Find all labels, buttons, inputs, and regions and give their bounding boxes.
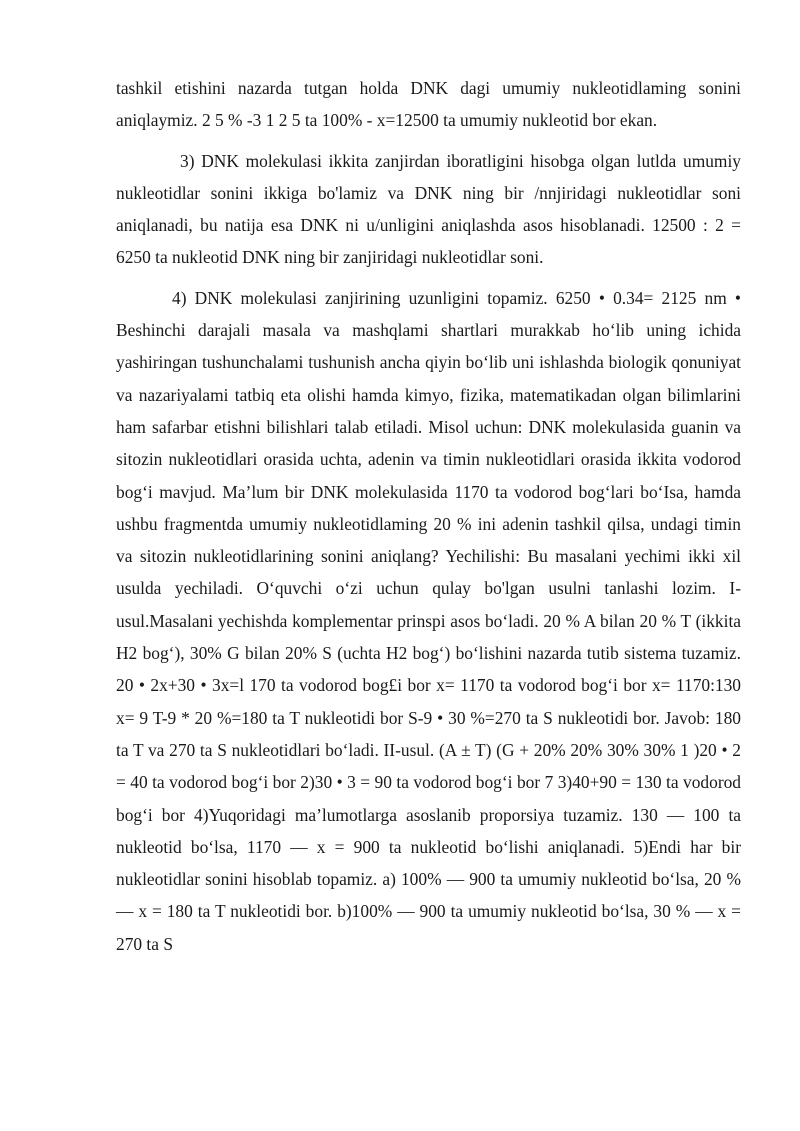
paragraph-3: 4) DNK molekulasi zanjirining uzunligini topamiz. 6250 • 0.34= 2125 nm • Beshinchi darajali masala va mashqlami shartlari murakkab ho‘lib uning ichida yashiringan tushunchalami tushunish ancha qiyin bo‘lib uni ishlashda biologik qonuniyat va nazariyalami tatbiq eta olishi hamda kimyo, fizika, matematikadan olgan bilimlarini ham safarbar etishni bilishlari talab etiladi. Misol uchun: DNK molekulasida guanin va sitozin nukleotidlari orasida uchta, adenin va timin nukleotidlari orasida ikkita vodorod bog‘i mavjud. Ma’lum bir DNK molekulasida 1170 ta vodorod bog‘lari bo‘Isa, hamda ushbu fragmentda umumiy nukleotidlaming 20 % ini adenin tashkil qilsa, undagi timin va sitozin nukleotidlarining sonini aniqlang? Yechilishi: Bu masalani yechimi ikki xil usulda yechiladi. O‘quvchi o‘zi uchun qulay bo'lgan usulni tanlashi lozim. I-usul.Masalani yechishda komplementar prinspi asos bo‘ladi. 20 % A bilan 20 % T (ikkita H2 bog‘), 30% G bilan 20% S (uchta H2 bog‘) bo‘lishini nazarda tutib sistema tuzamiz. 20 • 2x+30 • 3x=l 170 ta vodorod bog£i bor x= 1170 ta vodorod bog‘i bor x= 1170:130 x= 9 T-9 * 20 %=180 ta T nukleotidi bor S-9 • 30 %=270 ta S nukleotidi bor. Javob: 180 ta T va 270 ta S nukleotidlari bo‘ladi. II-usul. (A ± T) (G + 20% 20% 30% 30% 1 )20 • 2 = 40 ta vodorod bog‘i bor 2)30 • 3 = 90 ta vodorod bog‘i bor 7 3)40+90 = 130 ta vodorod bog‘i bor 4)Yuqoridagi ma’lumotlarga asoslanib proporsiya tuzamiz. 130 — 100 ta nukleotid bo‘lsa, 1170 — x = 900 ta nukleotid bo‘lishi aniqlanadi. 5)Endi har bir nukleotidlar sonini hisoblab topamiz. a) 100% — 900 ta umumiy nukleotid bo‘lsa, 20 % — x = 180 ta T nukleotidi bor. b)100% — 900 ta umumiy nukleotid bo‘lsa, 30 % — x = 270 ta S	[116, 287, 741, 954]
paragraph-2: 3) DNK molekulasi ikkita zanjirdan iboratligini hisobga olgan lutlda umumiy nukleotidlar sonini ikkiga bo'lamiz va DNK ning bir /nnjiridagi nukleotidlar soni aniqlanadi, bu natija esa DNK ni u/unligini aniqlashda asos hisoblanadi. 12500 : 2 = 6250 ta nukleotid DNK ning bir zanjiridagi nukleotidlar soni.	[116, 150, 741, 268]
paragraph-1: tashkil etishini nazarda tutgan holda DNK dagi umumiy nukleotidlaming sonini aniqlaymiz. 2 5 % -3 1 2 5 ta 100% - x=12500 ta umumiy nukleotid bor ekan.	[116, 78, 741, 131]
document-body	[116, 72, 741, 960]
